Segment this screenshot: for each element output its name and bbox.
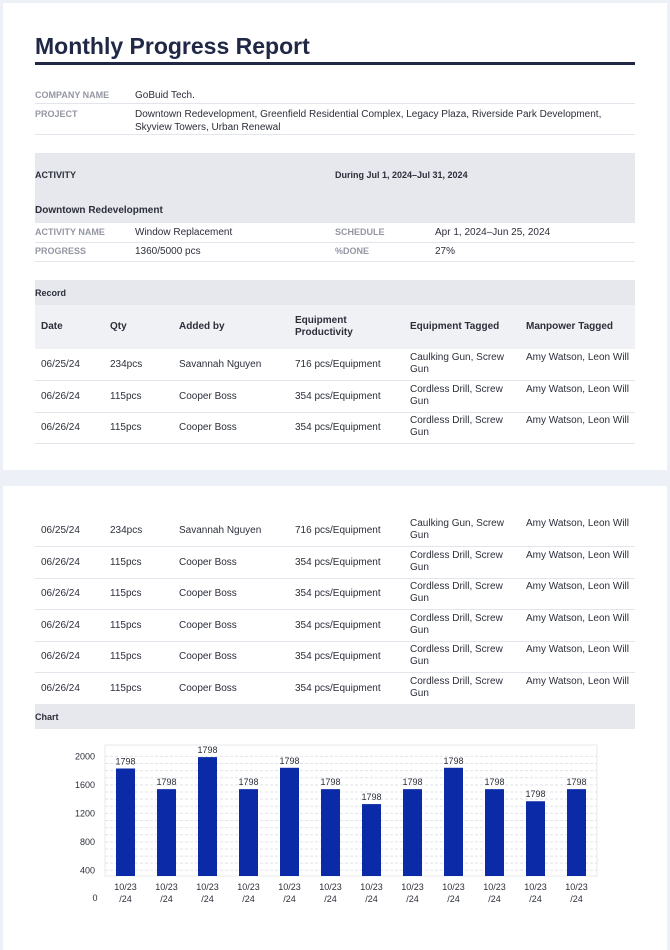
chart-data-label: 1798 xyxy=(156,777,177,788)
company-value: GoBuid Tech. xyxy=(135,90,195,101)
chart-y-tick-label: 2000 xyxy=(74,751,95,762)
chart-x-tick-label-year: /24 xyxy=(529,894,542,904)
chart-data-label: 1798 xyxy=(443,755,464,766)
row-qty: 115pcs xyxy=(110,390,142,402)
row-added-by: Savannah Nguyen xyxy=(179,359,262,370)
chart-x-tick-label-year: /24 xyxy=(119,894,132,904)
chart-y-tick-label: 1200 xyxy=(74,808,95,819)
activity-header xyxy=(35,153,635,197)
done-label: %DONE xyxy=(335,246,370,256)
row-manpower-tagged: Amy Watson, Leon Will xyxy=(526,549,629,561)
row-equipment-productivity: 354 pcs/Equipment xyxy=(295,651,381,663)
chart-bar xyxy=(567,789,586,876)
row-date: 06/26/24 xyxy=(41,390,80,402)
row-date: 06/26/24 xyxy=(41,556,80,568)
chart-x-tick-label: 10/23 xyxy=(524,882,547,892)
row-equipment-tagged: Caulking Gun, Screw Gun xyxy=(410,352,504,375)
row-equipment-productivity: 716 pcs/Equipment xyxy=(295,525,381,536)
row-equipment-productivity: 354 pcs/Equipment xyxy=(295,619,381,631)
chart-x-tick-label-year: /24 xyxy=(570,894,583,904)
chart-x-tick-label: 10/23 xyxy=(155,882,178,892)
row-date: 06/26/24 xyxy=(41,683,80,694)
col-manpower-tagged: Manpower Tagged xyxy=(526,321,614,332)
row-equipment-productivity: 354 pcs/Equipment xyxy=(295,683,381,694)
chart-bar xyxy=(280,768,299,876)
chart-x-tick-label-year: /24 xyxy=(242,894,255,904)
progress-info-row xyxy=(35,242,635,262)
chart-x-tick-label-year: /24 xyxy=(406,894,419,904)
chart-data-label: 1798 xyxy=(484,777,505,788)
record-header xyxy=(35,280,635,305)
row-equipment-tagged: Cordless Drill, Screw Gun xyxy=(410,644,503,668)
chart-x-tick-label-year: /24 xyxy=(160,894,173,904)
progress-bar-chart xyxy=(3,486,667,950)
chart-bar xyxy=(239,789,258,876)
row-qty: 115pcs xyxy=(110,651,142,663)
row-equipment-tagged: Cordless Drill, Screw Gun xyxy=(410,549,503,573)
chart-y-tick-label: 800 xyxy=(79,836,95,847)
row-added-by: Cooper Boss xyxy=(179,422,237,434)
row-equipment-tagged: Cordless Drill, Screw Gun xyxy=(410,676,503,699)
chart-y-tick-label: 1600 xyxy=(74,779,95,790)
chart-x-tick-label: 10/23 xyxy=(442,882,465,892)
chart-bar xyxy=(362,804,381,876)
row-manpower-tagged: Amy Watson, Leon Will xyxy=(526,518,629,529)
project-label: PROJECT xyxy=(35,109,78,119)
row-manpower-tagged: Amy Watson, Leon Will xyxy=(526,383,629,395)
row-qty: 115pcs xyxy=(110,619,142,631)
row-added-by: Cooper Boss xyxy=(179,683,237,694)
row-date: 06/26/24 xyxy=(41,422,80,434)
row-date: 06/26/24 xyxy=(41,619,80,631)
row-manpower-tagged: Amy Watson, Leon Will xyxy=(526,612,629,624)
chart-x-tick-label: 10/23 xyxy=(565,882,588,892)
chart-data-label: 1798 xyxy=(525,789,546,800)
row-manpower-tagged: Amy Watson, Leon Will xyxy=(526,676,629,687)
schedule-label: SCHEDULE xyxy=(335,227,385,237)
chart-x-tick-label-year: /24 xyxy=(324,894,337,904)
chart-bar xyxy=(526,801,545,876)
chart-bar xyxy=(485,789,504,876)
chart-y-zero-label: 0 xyxy=(92,893,98,903)
chart-x-tick-label: 10/23 xyxy=(401,882,424,892)
row-manpower-tagged: Amy Watson, Leon Will xyxy=(526,352,629,363)
row-qty: 115pcs xyxy=(110,422,142,434)
activity-info-row xyxy=(35,223,635,243)
chart-data-label: 1798 xyxy=(197,745,218,756)
chart-x-tick-label: 10/23 xyxy=(483,882,506,892)
row-equipment-tagged: Cordless Drill, Screw Gun xyxy=(410,612,503,636)
activity-period: During Jul 1, 2024–Jul 31, 2024 xyxy=(335,170,468,180)
chart-x-tick-label-year: /24 xyxy=(447,894,460,904)
row-manpower-tagged: Amy Watson, Leon Will xyxy=(526,581,629,593)
row-qty: 234pcs xyxy=(110,359,143,370)
chart-data-label: 1798 xyxy=(402,777,423,788)
chart-x-tick-label-year: /24 xyxy=(488,894,501,904)
row-qty: 115pcs xyxy=(110,683,142,694)
row-equipment-productivity: 354 pcs/Equipment xyxy=(295,422,381,434)
activity-label: ACTIVITY xyxy=(35,170,77,180)
table-row xyxy=(35,381,635,413)
report-page-1 xyxy=(3,3,667,470)
row-equipment-tagged: Cordless Drill, Screw Gun xyxy=(410,415,503,439)
activity-name-label: ACTIVITY NAME xyxy=(35,227,105,237)
chart-x-tick-label-year: /24 xyxy=(365,894,378,904)
done-value: 27% xyxy=(435,246,456,257)
table-row xyxy=(35,412,635,444)
row-equipment-productivity: 354 pcs/Equipment xyxy=(295,588,381,600)
row-added-by: Cooper Boss xyxy=(179,588,237,600)
chart-label: Chart xyxy=(35,712,59,722)
row-equipment-tagged: Cordless Drill, Screw Gun xyxy=(410,383,503,407)
report-page-2 xyxy=(3,486,667,950)
table-row xyxy=(35,349,635,381)
chart-bar xyxy=(198,757,217,876)
row-equipment-tagged: Cordless Drill, Screw Gun xyxy=(410,581,503,605)
progress-value: 1360/5000 pcs xyxy=(135,246,201,257)
row-date: 06/25/24 xyxy=(41,525,80,536)
row-added-by: Cooper Boss xyxy=(179,390,237,402)
col-equipment-tagged: Equipment Tagged xyxy=(410,321,500,332)
project-section-header xyxy=(35,197,635,223)
chart-x-tick-label-year: /24 xyxy=(201,894,214,904)
row-equipment-productivity: 354 pcs/Equipment xyxy=(295,556,381,568)
row-qty: 234pcs xyxy=(110,525,143,536)
activity-name-value: Window Replacement xyxy=(135,227,233,238)
chart-bar xyxy=(444,768,463,876)
chart-y-tick-label: 400 xyxy=(79,865,95,876)
row-date: 06/26/24 xyxy=(41,588,80,600)
chart-data-label: 1798 xyxy=(115,756,136,767)
chart-x-tick-label-year: /24 xyxy=(283,894,296,904)
col-added-by: Added by xyxy=(179,321,225,332)
section-title: Downtown Redevelopment xyxy=(35,205,163,216)
chart-data-label: 1798 xyxy=(566,777,587,788)
page-title: Monthly Progress Report xyxy=(35,33,310,59)
chart-data-label: 1798 xyxy=(361,792,382,803)
record-label: Record xyxy=(35,288,67,298)
chart-bar xyxy=(403,789,422,876)
chart-x-tick-label: 10/23 xyxy=(237,882,260,892)
row-added-by: Savannah Nguyen xyxy=(179,525,262,536)
title-divider xyxy=(35,62,635,65)
progress-label: PROGRESS xyxy=(35,246,87,256)
row-manpower-tagged: Amy Watson, Leon Will xyxy=(526,415,629,427)
schedule-value: Apr 1, 2024–Jun 25, 2024 xyxy=(435,227,551,238)
chart-bar xyxy=(116,768,135,876)
company-row xyxy=(35,84,635,104)
col-qty: Qty xyxy=(110,321,127,332)
chart-bar xyxy=(321,789,340,876)
chart-data-label: 1798 xyxy=(238,777,259,788)
row-equipment-productivity: 716 pcs/Equipment xyxy=(295,359,381,370)
row-date: 06/25/24 xyxy=(41,359,80,370)
project-value: Downtown Redevelopment, Greenfield Residential Complex, Legacy Plaza, Riverside Park Development, Skyview Towers, Urban Renewal xyxy=(135,109,602,133)
row-manpower-tagged: Amy Watson, Leon Will xyxy=(526,644,629,656)
project-row xyxy=(35,103,635,135)
row-qty: 115pcs xyxy=(110,588,142,600)
row-equipment-tagged: Caulking Gun, Screw Gun xyxy=(410,518,504,541)
chart-bar xyxy=(157,789,176,876)
chart-x-tick-label: 10/23 xyxy=(196,882,219,892)
row-equipment-productivity: 354 pcs/Equipment xyxy=(295,390,381,402)
row-qty: 115pcs xyxy=(110,556,142,568)
chart-data-label: 1798 xyxy=(279,755,300,766)
chart-x-tick-label: 10/23 xyxy=(360,882,383,892)
row-added-by: Cooper Boss xyxy=(179,651,237,663)
col-date: Date xyxy=(41,321,63,332)
chart-data-label: 1798 xyxy=(320,777,341,788)
col-equipment-productivity: Equipment Productivity xyxy=(295,315,353,338)
chart-x-tick-label: 10/23 xyxy=(278,882,301,892)
row-added-by: Cooper Boss xyxy=(179,619,237,631)
row-added-by: Cooper Boss xyxy=(179,556,237,568)
row-date: 06/26/24 xyxy=(41,651,80,663)
chart-x-tick-label: 10/23 xyxy=(319,882,342,892)
record-table-header xyxy=(35,305,635,349)
chart-x-tick-label: 10/23 xyxy=(114,882,137,892)
company-label: COMPANY NAME xyxy=(35,90,110,100)
